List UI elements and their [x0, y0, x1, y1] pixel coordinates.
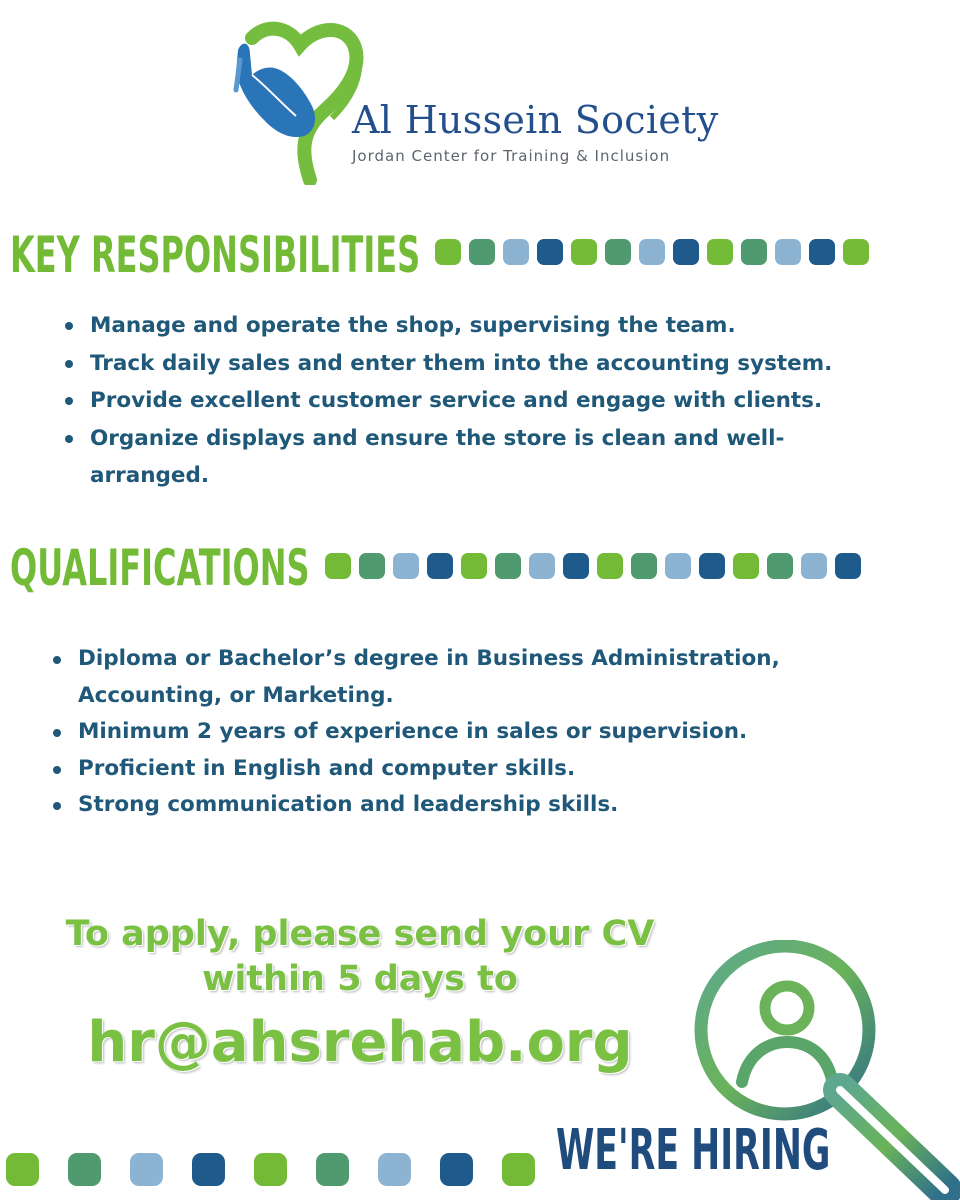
organization-name: Al Hussein Society — [352, 98, 719, 142]
decorative-squares-3 — [6, 1153, 535, 1186]
decor-square — [563, 553, 589, 579]
decorative-squares-1 — [435, 239, 869, 265]
decor-square — [699, 553, 725, 579]
decor-square — [801, 553, 827, 579]
decor-square — [68, 1153, 101, 1186]
apply-instruction: To apply, please send your CV — [65, 914, 655, 954]
decor-square — [325, 553, 351, 579]
list-item: Proficient in English and computer skills. — [50, 751, 880, 788]
decor-square — [461, 553, 487, 579]
decor-square — [192, 1153, 225, 1186]
decorative-squares-2 — [325, 553, 861, 579]
decor-square — [631, 553, 657, 579]
decor-square — [529, 553, 555, 579]
organization-subtitle: Jordan Center for Training & Inclusion — [352, 147, 671, 165]
list-item: Diploma or Bachelor’s degree in Business Administration, Accounting, or Marketing. — [50, 641, 868, 714]
decor-square — [435, 239, 461, 265]
decor-square — [316, 1153, 349, 1186]
decor-square — [605, 239, 631, 265]
decor-square — [427, 553, 453, 579]
decor-square — [378, 1153, 411, 1186]
decor-square — [767, 553, 793, 579]
decor-square — [469, 239, 495, 265]
qualifications-list — [50, 641, 880, 824]
apply-deadline: within 5 days to — [202, 959, 518, 999]
decor-square — [741, 239, 767, 265]
decor-square — [843, 239, 869, 265]
decor-square — [733, 553, 759, 579]
apply-email-link[interactable]: hr@ahsrehab.org — [87, 1010, 633, 1075]
list-item: Minimum 2 years of experience in sales or supervision. — [50, 714, 880, 751]
decor-square — [775, 239, 801, 265]
hiring-label: WE'RE HIRING — [556, 1118, 831, 1183]
decor-square — [495, 553, 521, 579]
decor-square — [537, 239, 563, 265]
decor-square — [6, 1153, 39, 1186]
decor-square — [571, 239, 597, 265]
decor-square — [835, 553, 861, 579]
decor-square — [673, 239, 699, 265]
responsibilities-heading: KEY RESPONSIBILITIES — [10, 226, 421, 284]
organization-logo — [230, 20, 730, 185]
decor-square — [707, 239, 733, 265]
decor-square — [809, 239, 835, 265]
list-item: Track daily sales and enter them into the accounting system. — [62, 345, 932, 383]
list-item: Provide excellent customer service and engage with clients. — [62, 382, 932, 420]
list-item: Strong communication and leadership skills. — [50, 787, 880, 824]
decor-square — [597, 553, 623, 579]
responsibilities-list — [62, 307, 932, 495]
list-item: Organize displays and ensure the store is clean and well-arranged. — [62, 420, 890, 495]
decor-square — [665, 553, 691, 579]
list-item: Manage and operate the shop, supervising the team. — [62, 307, 932, 345]
decor-square — [639, 239, 665, 265]
decor-square — [130, 1153, 163, 1186]
decor-square — [440, 1153, 473, 1186]
qualifications-heading: QUALIFICATIONS — [10, 539, 310, 597]
decor-square — [254, 1153, 287, 1186]
decor-square — [502, 1153, 535, 1186]
decor-square — [503, 239, 529, 265]
decor-square — [393, 553, 419, 579]
decor-square — [359, 553, 385, 579]
